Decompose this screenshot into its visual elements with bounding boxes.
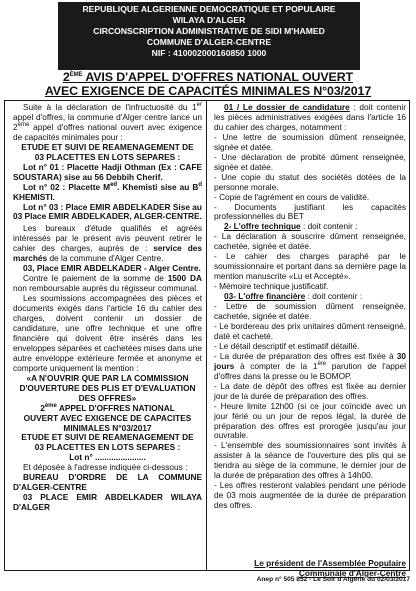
- technical-item-2: - Le cahier des charges paraphé par le soumissionnaire et portant dans sa dernière page la mention manuscrite «Lu et Accepté».: [214, 251, 406, 282]
- notice-title: [0, 70, 416, 98]
- intro-paragraph: Suite à la déclaration de l'infructuosité du 1er appel d'offres, la commune d'Alger centre lance un 2ème appel d'offres national ouvert avec exigence de capacités minimales pour :: [13, 102, 202, 142]
- candidature-item-4: - Copie de l'agrément en cours de validité.: [214, 191, 370, 202]
- repeat-line-2: OUVERT AVEC EXIGENCE DE CAPACITES: [23, 412, 192, 423]
- financial-item-2: - Le bordereau des prix unitaires dûment renseigné, daté et cacheté.: [214, 320, 406, 341]
- financial-item-3: - Le détail descriptif et estimatif détaillé.: [214, 340, 360, 351]
- right-column: [214, 103, 406, 511]
- signature-line-1: Le président de l'Assemblée Populaire: [254, 558, 406, 568]
- retrieval-address: 03, Place EMIR ABDELKADER - Alger Centre.: [23, 263, 201, 274]
- deadline-hour: - Heure limite 12h00 (si ce jour coïncide avec un jour férié ou un jour de repos légal, la durée de préparation des offres est prorogée jusqu'au jour ouvrable.: [214, 400, 406, 441]
- bureau-line: BUREAU D'ORDRE DE LA COMMUNE D'ALGER-CENTRE: [13, 472, 202, 493]
- repeat-line-4: ETUDE ET SUIVI DE REAMENAGEMENT DE: [21, 432, 194, 443]
- repeat-line-3: MINIMALES N°03/2017: [63, 422, 152, 433]
- title-line-2: AVEC EXIGENCE DE CAPACITÉS MINIMALES N°03/2017: [44, 84, 372, 98]
- repeat-line-1: 2ème APPEL D'OFFRES NATIONAL: [40, 402, 175, 413]
- lot-1: Lot n° 01 : Placette Hadji Othman (Ex : CAFE SOUSTARA) sise au 56 Debbih Cherif.: [13, 161, 202, 182]
- mention-line-3: DES OFFRES»: [78, 392, 137, 403]
- technical-item-1: - La déclaration à souscrire dûment renseignée, cachetée, signée et datée.: [214, 231, 406, 252]
- mention-line-1: «A N'OUVRIR QUE PAR LA COMMISSION: [26, 372, 189, 383]
- lot-3: Lot n° 03 : Place EMIR ABDELKADER Sise au 03 Place EMIR ABDELKADER, ALGER-CENTRE.: [13, 201, 202, 222]
- repeat-line-5: 03 PLACETTES EN LOTS SEPARES :: [34, 442, 181, 453]
- candidature-item-2: - Une déclaration de probité dûment renseignée, signée et datée.: [214, 151, 406, 172]
- mention-line-2: D'OUVERTURE DES PLIS ET D'EVALUATION: [19, 382, 196, 393]
- offices-paragraph: Les bureaux d'étude qualifiés et agréés intéressés par le présent avis peuvent retirer le cahier des charges, auprès de : service des marchés de la commune d'Alger Centre.: [13, 223, 203, 264]
- candidature-item-1: - Une lettre de soumission dûment renseignée, signée et datée.: [214, 131, 406, 152]
- header-line-wilaya: WILAYA D'ALGER: [172, 15, 246, 25]
- deposit-date: - La date de dépôt des offres est fixée au dernier jour de la durée de préparation des offres.: [214, 380, 406, 401]
- candidature-item-5: - Documents justifiant les capacités professionnelles du BET: [214, 201, 406, 222]
- candidature-paragraph: 01 / Le dossier de candidature : doit contenir les pièces administratives exigées dans l'article 16 du cahier des charges, notamment :: [214, 102, 406, 132]
- header-line-commune: COMMUNE D'ALGER-CENTRE: [146, 37, 272, 47]
- final-address: 03 PLACE EMIR ABDELKADER WILAYA D'ALGER: [13, 492, 202, 513]
- lot-blank: Lot n° ......................: [69, 452, 146, 463]
- payment-paragraph: Contre le paiement de la somme de 1500 DA non remboursable auprès du régisseur communal.: [13, 273, 202, 294]
- column-divider: [206, 101, 207, 571]
- header-line-nif: NIF : 410002000160850 1000: [151, 48, 267, 58]
- left-column: [13, 103, 202, 513]
- financial-item-1: - Lettre de soumission dûment renseignée, cachetée, signée et datée.: [214, 301, 406, 322]
- subject-line-2: 03 PLACETTES EN LOTS SEPARES :: [34, 151, 181, 162]
- signature-block: [214, 558, 406, 578]
- title-line-1: 2ÈME AVIS D'APPEL D'OFFRES NATIONAL OUVERT: [62, 70, 354, 84]
- technical-item-3: - Mémoire technique justificatif.: [214, 281, 329, 292]
- opening-session: - L'ensemble des soumissionnaires sont invités à assister à la séance de l'ouverture des plis qui se tiendra au siège de la commune, le dernier jour de la durée de préparation des offres à 14h00.: [214, 440, 406, 481]
- deposit-line: Et déposée à l'adresse indiquée ci-dessous :: [23, 462, 188, 473]
- preparation-duration: - La durée de préparation des offres est fixée à 30 jours à compter de la 1ère parution de l'appel d'offres dans la presse ou le BOMOP.: [214, 350, 406, 381]
- lot-2: Lot n° 02 : Placette $M^{ed}$. Khemisti sise au $B^d$ KHEMISTI.: [13, 181, 202, 202]
- offer-validity: - Les offres resteront valables pendant une période de 03 mois augmentée de la durée de préparation des offres.: [214, 480, 406, 511]
- header-banner: [58, 2, 360, 70]
- signature-line-2: Communale d'Alger-Centre: [298, 568, 406, 578]
- publication-reference: Anep n° 505 852 - Le Soir d'Algérie du 02/03/2017: [256, 576, 410, 583]
- technical-heading: 2- L'offre technique : doit contenir :: [224, 221, 358, 232]
- header-line-republic: REPUBLIQUE ALGERIENNE DEMOCRATIQUE ET POPULAIRE: [82, 4, 336, 14]
- submission-paragraph: Les soumissions accompagnées des pièces et documents exigés dans l'article 16 du cahier des charges, doivent contenir un dossier de candidature, une offre technique et une offre financière qui doivent être insérés dans les enveloppes séparées et cachetées mises dans une autre enveloppe extérieure fermée et anonyme et comporte uniquement la mention :: [13, 293, 202, 373]
- financial-heading: 03- L'offre financière : doit contenir :: [224, 291, 363, 302]
- candidature-item-3: - Une copie du statut des sociétés dotées de la personne morale.: [214, 171, 406, 192]
- header-line-circonscription: CIRCONSCRIPTION ADMINISTRATIVE DE SIDI M'HAMED: [93, 26, 325, 36]
- subject-line-1: ETUDE ET SUIVI DE REAMENAGEMENT DE: [21, 141, 194, 152]
